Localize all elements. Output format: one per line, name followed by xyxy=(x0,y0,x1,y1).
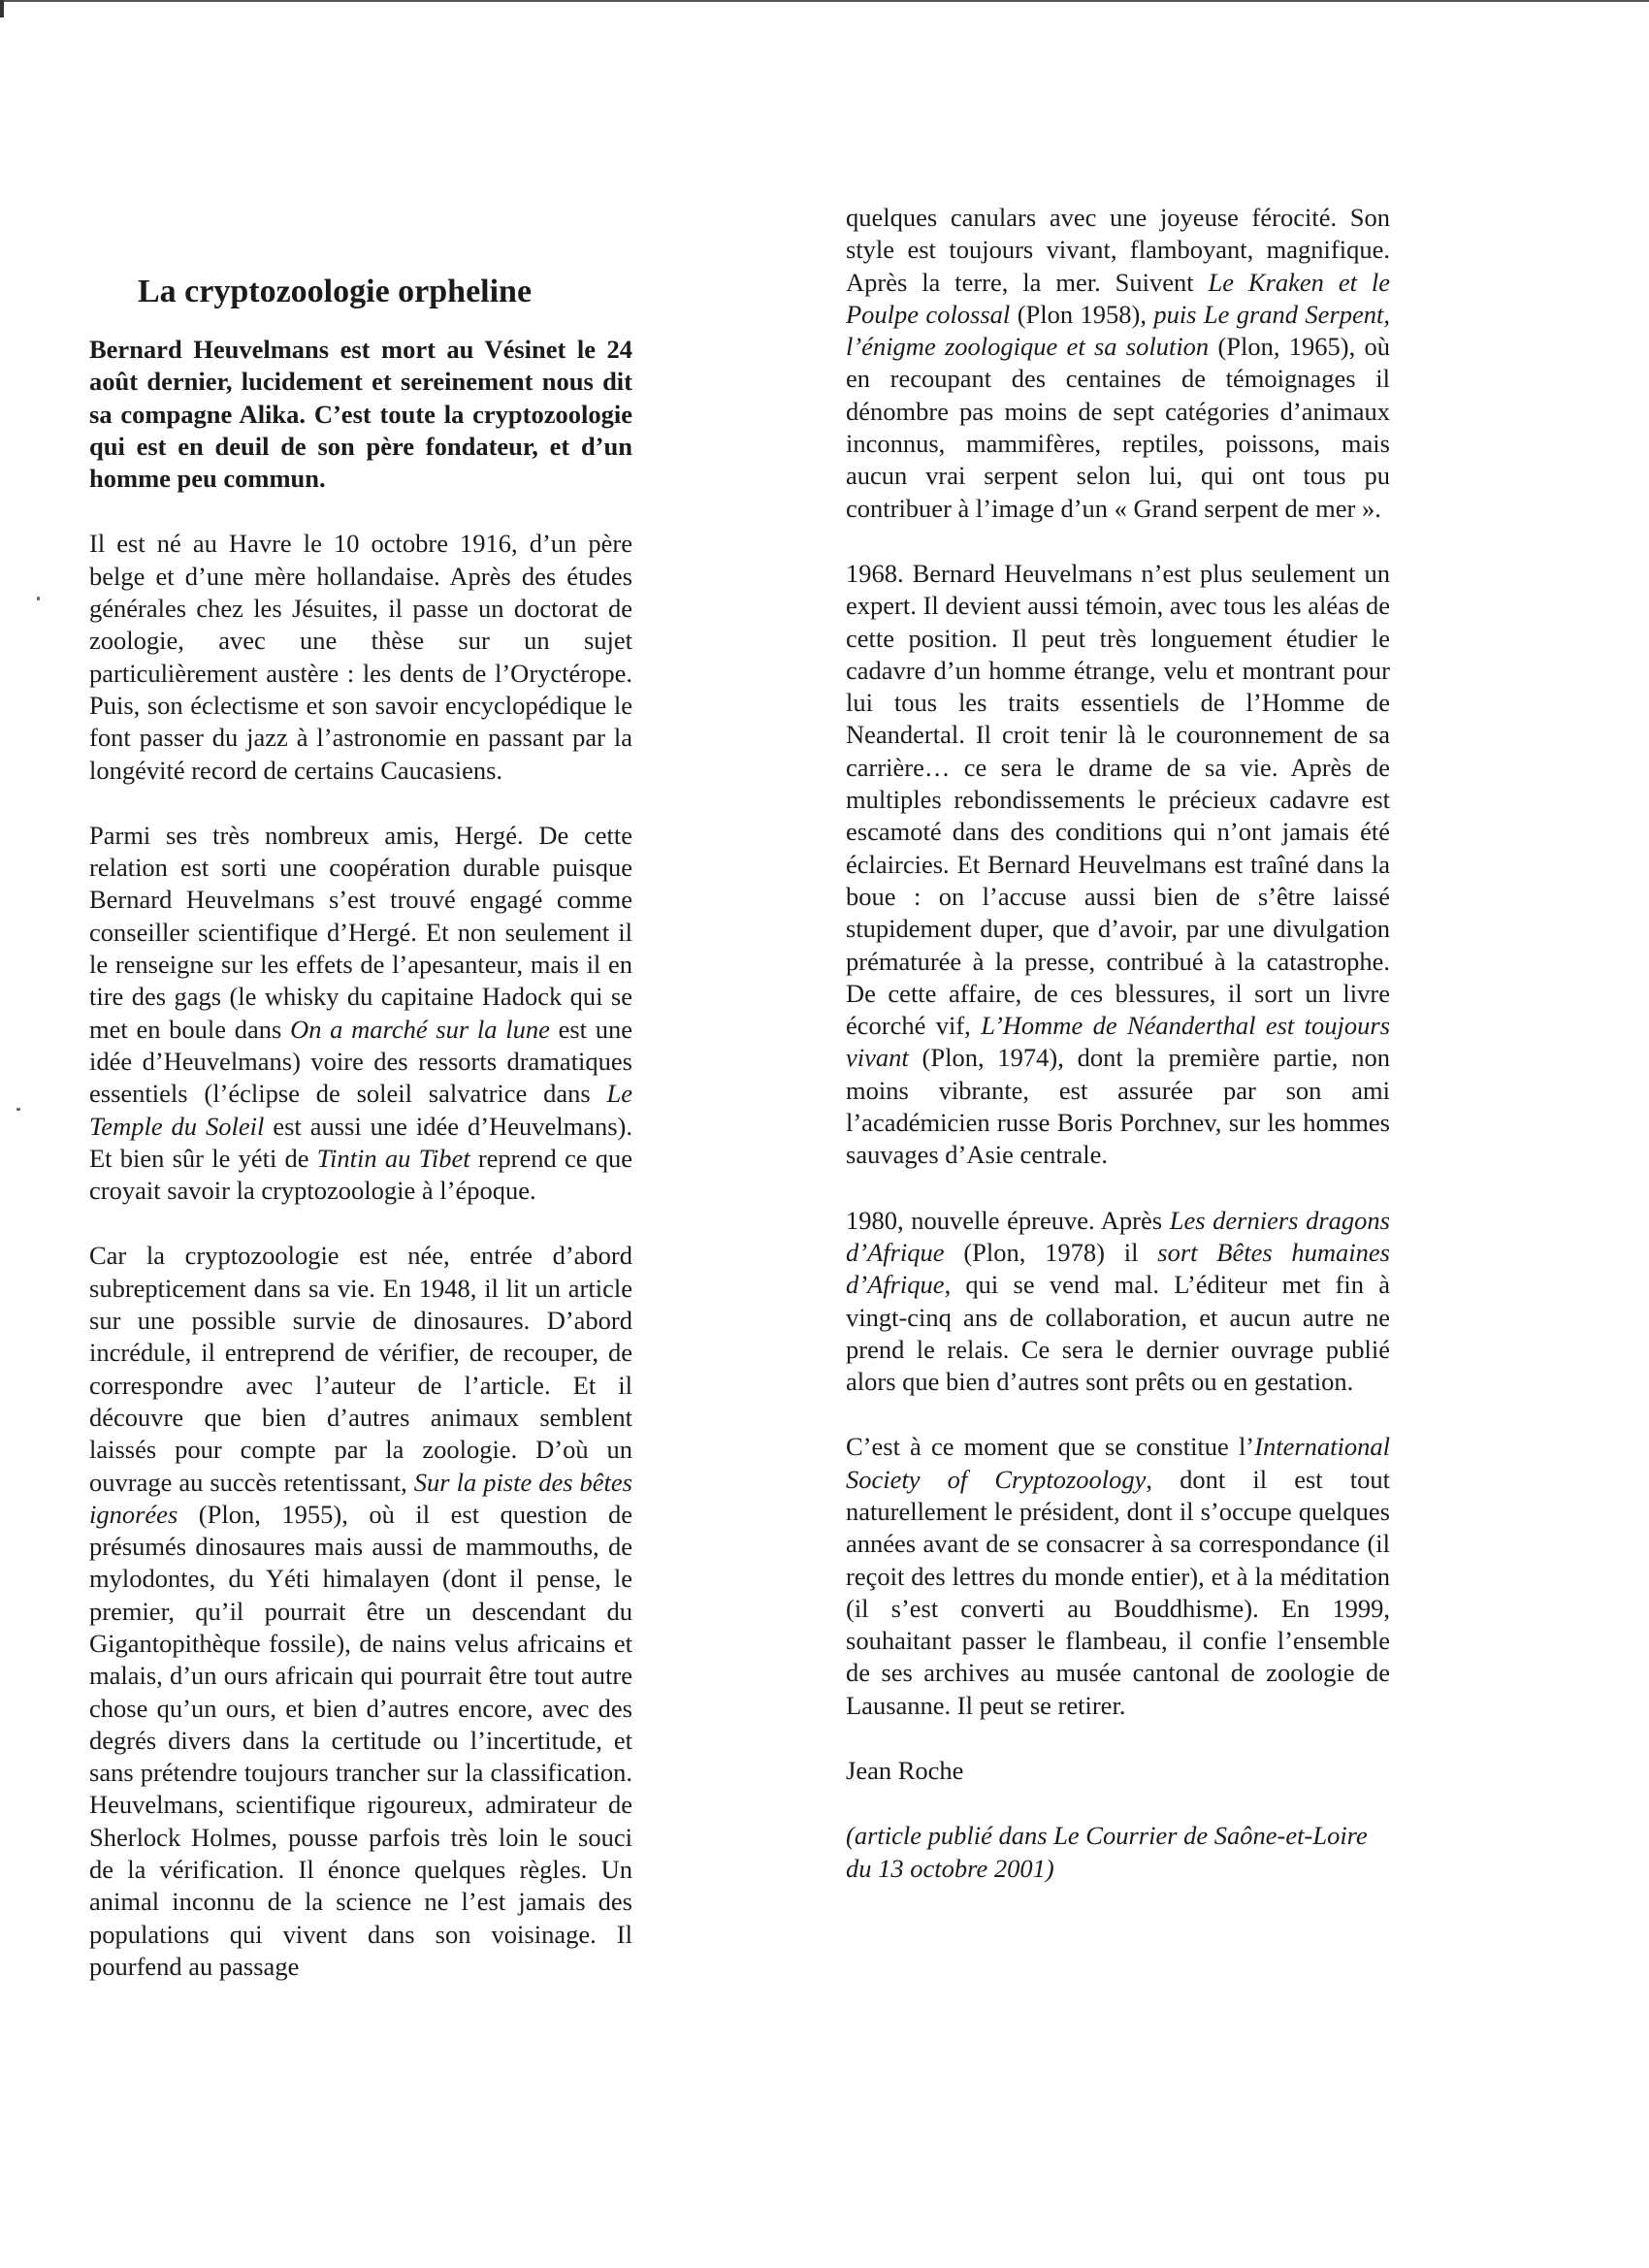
paragraph-herge: Parmi ses très nombreux amis, Hergé. De cette relation est sorti une coopération durable puisque Bernard Heuvelmans s’est trouvé engagé comme conseiller scientifique d’Hergé. Et non seulement il le renseigne sur les effets de l’apesanteur, mais il en tire des gags (le whisky du capitaine Hadock qui se met en boule dans On a marché sur la lune est une idée d’Heuvelmans) voire des ressorts dramatiques essentiels (l’éclipse de soleil salvatrice dans Le Temple du Soleil est aussi une idée d’Heuvelmans). Et bien sûr le yéti de Tintin au Tibet reprend ce que croyait savoir la cryptozoologie à l’époque. xyxy=(89,820,633,1206)
scan-edge-left xyxy=(0,0,4,17)
paragraph-1980: 1980, nouvelle épreuve. Après Les derniers dragons d’Afrique (Plon, 1978) il sort Bêtes humaines d’Afrique, qui se vend mal. L’éditeur met fin à vingt-cinq ans de collaboration, et aucun autre ne prend le relais. Ce sera le dernier ouvrage publié alors que bien d’autres sont prêts ou en gestation. xyxy=(846,1205,1390,1397)
book-title: Tintin au Tibet xyxy=(316,1143,470,1173)
scan-speck xyxy=(37,597,40,600)
book-title: L’Homme de Néanderthal est toujours vivant xyxy=(846,1011,1391,1073)
author-signature: Jean Roche xyxy=(846,1756,964,1786)
book-title: Le Temple du Soleil xyxy=(89,1079,632,1141)
book-title: Sur la piste des bêtes ignorées xyxy=(89,1467,632,1529)
paragraph-birth: Il est né au Havre le 10 octobre 1916, d’un père belge et d’une mère hollandaise. Après des études générales chez les Jésuites, il passe un doctorat de zoologie, avec une thèse sur un sujet particulièrement austère : les dents de l’Oryctérope. Puis, son éclectisme et son savoir encyclopédique le font passer du jazz à l’astronomie en passant par la longévité record de certains Caucasiens. xyxy=(89,529,632,785)
paragraph-1968: 1968. Bernard Heuvelmans n’est plus seulement un expert. Il devient aussi témoin, avec tous les aléas de cette position. Il peut très longuement étudier le cadavre d’un homme étrange, velu et montrant pour lui tous les traits essentiels de l’Homme de Neandertal. Il croit tenir là le couronnement de sa carrière… ce sera le drame de sa vie. Après de multiples rebondissements le précieux cadavre est escamoté dans des conditions qui n’ont jamais été éclaircies. Et Bernard Heuvelmans est traîné dans la boue : on l’accuse aussi bien de s’être laissé stupidement duper, que d’avoir, par une divulgation prématurée à la presse, contribué à la catastrophe. De cette affaire, de ces blessures, il sort un livre écorché vif, L’Homme de Néanderthal est toujours vivant (Plon, 1974), dont la première partie, non moins vibrante, est assurée par son ami l’académicien russe Boris Porchnev, sur les hommes sauvages d’Asie centrale. xyxy=(846,558,1391,1170)
organization-name: International Society of Cryptozoology xyxy=(846,1432,1390,1494)
book-title: sort Bêtes humaines d’Afrique xyxy=(846,1237,1390,1300)
book-title: Les derniers dragons d’Afrique xyxy=(846,1205,1390,1267)
left-column xyxy=(89,250,632,2016)
right-column xyxy=(846,202,1390,1918)
source-note: (article publié dans Le Courrier de Saône-et-Loire du 13 octobre 2001) xyxy=(846,1821,1368,1883)
book-title: Le Kraken et le Poulpe colossal xyxy=(846,267,1390,329)
paragraph-cryptozoology-continued: quelques canulars avec une joyeuse férocité. Son style est toujours vivant, flamboyant, magnifique. Après la terre, la mer. Suivent Le Kraken et le Poulpe colossal (Plon 1958), puis Le grand Serpent, l’énigme zoologique et sa solution (Plon, 1965), où en recoupant des centaines de témoignages il dénombre pas moins de sept catégories d’animaux inconnus, mammifères, reptiles, poissons, mais aucun vrai serpent selon lui, qui ont tous pu contribuer à l’image d’un « Grand serpent de mer ». xyxy=(846,203,1390,523)
scan-speck xyxy=(16,1108,20,1111)
paragraph-cryptozoology-start: Car la cryptozoologie est née, entrée d’abord subrepticement dans sa vie. En 1948, il lit un article sur une possible survie de dinosaures. D’abord incrédule, il entreprend de vérifier, de recouper, de correspondre avec l’auteur de l’article. Et il découvre que bien d’autres animaux semblent laissés pour compte par la zoologie. D’où un ouvrage au succès retentissant, Sur la piste des bêtes ignorées (Plon, 1955), où il est question de présumés dinosaures mais aussi de mammouths, de mylodontes, du Yéti himalayen (dont il pense, le premier, qu’il pourrait être un descendant du Gigantopithèque fossile), de nains velus africains et malais, d’un ours africain qui pourrait être tout autre chose qu’un ours, et bien d’autres encore, avec des degrés divers dans la certitude ou l’incertitude, et sans prétendre toujours trancher sur la classification. Heuvelmans, scientifique rigoureux, admirateur de Sherlock Holmes, pousse parfois très loin le souci de la vérification. Il énonce quelques règles. Un animal inconnu de la science ne l’est jamais des populations qui vivent dans son voisinage. Il pourfend au passage xyxy=(89,1241,632,1981)
paragraph-society: C’est à ce moment que se constitue l’International Society of Cryptozoology, dont il est tout naturellement le président, dont il s’occupe quelques années avant de se consacrer à sa correspondance (il reçoit des lettres du monde entier), et à la méditation (il s’est converti au Bouddhisme). En 1999, souhaitant passer le flambeau, il confie l’ensemble de ses archives au musée cantonal de zoologie de Lausanne. Il peut se retirer. xyxy=(846,1432,1390,1720)
scan-edge-top xyxy=(0,0,1649,2)
book-title: puis Le grand Serpent, l’énigme zoologique et sa solution xyxy=(846,299,1390,362)
book-title: On a marché sur la lune xyxy=(290,1014,550,1044)
lead-paragraph: Bernard Heuvelmans est mort au Vésinet le 24 août dernier, lucidement et sereinement nous dit sa compagne Alika. C’est toute la cryptozoologie qui est en deuil de son père fondateur, et d’un homme peu commun. xyxy=(89,335,632,494)
article-title: La cryptozoologie orpheline xyxy=(138,273,533,309)
